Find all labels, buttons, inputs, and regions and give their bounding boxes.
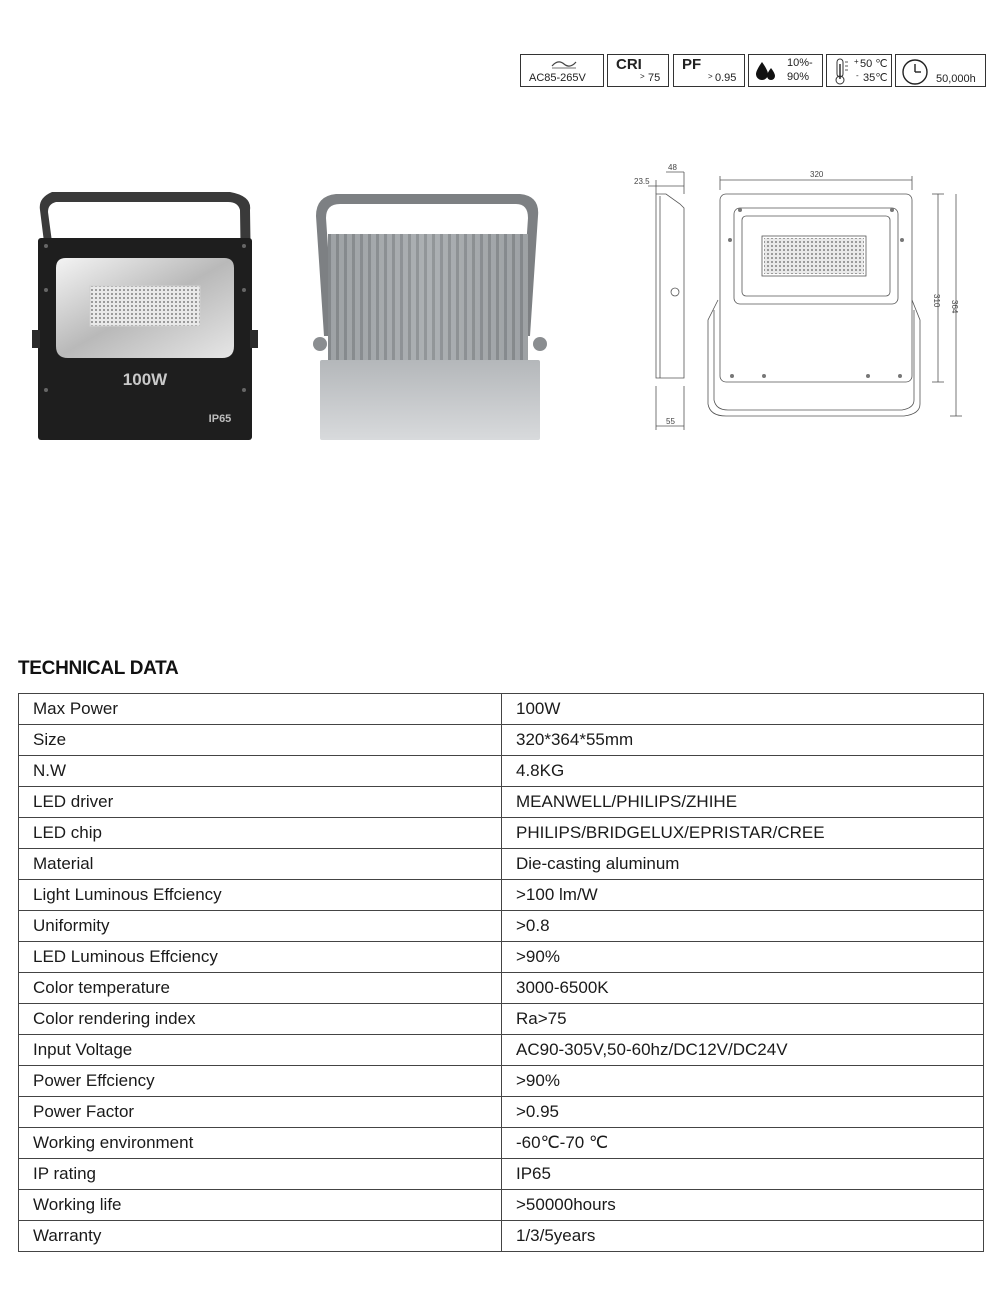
spec-label: Max Power bbox=[19, 694, 502, 725]
spec-value: 320*364*55mm bbox=[502, 725, 984, 756]
drawing-led-grid bbox=[764, 238, 864, 274]
table-row bbox=[19, 880, 984, 911]
spec-label: Input Voltage bbox=[19, 1035, 502, 1066]
spec-value: 1/3/5years bbox=[502, 1221, 984, 1252]
spec-label: Warranty bbox=[19, 1221, 502, 1252]
pf-title: PF bbox=[682, 56, 702, 73]
table-row bbox=[19, 973, 984, 1004]
spec-label: Size bbox=[19, 725, 502, 756]
spec-value: Ra>75 bbox=[502, 1004, 984, 1035]
spec-label: LED Luminous Effciency bbox=[19, 942, 502, 973]
lifetime-value: 50,000h bbox=[936, 73, 976, 85]
spec-label: Power Factor bbox=[19, 1097, 502, 1128]
cri-title: CRI bbox=[616, 56, 642, 73]
table-row bbox=[19, 1159, 984, 1190]
voltage-spec bbox=[520, 54, 604, 87]
dim-width: 320 bbox=[810, 170, 824, 179]
humidity-min: 10%- bbox=[787, 57, 813, 69]
spec-label: LED driver bbox=[19, 787, 502, 818]
ac-wave-icon bbox=[551, 58, 577, 70]
table-row bbox=[19, 725, 984, 756]
spec-value: >50000hours bbox=[502, 1190, 984, 1221]
dim-bottom: 55 bbox=[666, 417, 675, 426]
lifetime-spec bbox=[895, 54, 986, 87]
spec-label: Light Luminous Effciency bbox=[19, 880, 502, 911]
floodlight-rear-image bbox=[312, 186, 547, 444]
thermometer-icon bbox=[832, 58, 852, 85]
table-row bbox=[19, 1066, 984, 1097]
spec-value: PHILIPS/BRIDGELUX/EPRISTAR/CREE bbox=[502, 818, 984, 849]
spec-value: 3000-6500K bbox=[502, 973, 984, 1004]
table-row bbox=[19, 1035, 984, 1066]
spec-value: Die-casting aluminum bbox=[502, 849, 984, 880]
spec-value: >90% bbox=[502, 942, 984, 973]
spec-value: -60℃-70 ℃ bbox=[502, 1128, 984, 1159]
front-wattage-label: 100W bbox=[122, 370, 168, 389]
dim-offset: 23.5 bbox=[634, 177, 650, 186]
table-row bbox=[19, 1221, 984, 1252]
table-row bbox=[19, 1004, 984, 1035]
spec-label: Uniformity bbox=[19, 911, 502, 942]
spec-value: MEANWELL/PHILIPS/ZHIHE bbox=[502, 787, 984, 818]
table-row bbox=[19, 942, 984, 973]
temperature-spec: + 50 ℃ - 35℃ bbox=[826, 54, 892, 87]
spec-value: 4.8KG bbox=[502, 756, 984, 787]
spec-label: Color temperature bbox=[19, 973, 502, 1004]
temp-max: 50 ℃ bbox=[860, 58, 888, 70]
dimension-drawing bbox=[630, 160, 970, 435]
pf-value: 0.95 bbox=[715, 72, 737, 84]
spec-value: >90% bbox=[502, 1066, 984, 1097]
table-row bbox=[19, 911, 984, 942]
water-drop-icon bbox=[755, 59, 777, 83]
technical-data-title: TECHNICAL DATA bbox=[18, 658, 179, 679]
table-row bbox=[19, 849, 984, 880]
voltage-value: AC85-265V bbox=[529, 72, 586, 84]
spec-value: 100W bbox=[502, 694, 984, 725]
table-row bbox=[19, 1097, 984, 1128]
table-row bbox=[19, 756, 984, 787]
spec-label: LED chip bbox=[19, 818, 502, 849]
table-row bbox=[19, 787, 984, 818]
spec-value: >100 lm/W bbox=[502, 880, 984, 911]
floodlight-front-image bbox=[30, 180, 260, 445]
spec-label: N.W bbox=[19, 756, 502, 787]
spec-label: Power Effciency bbox=[19, 1066, 502, 1097]
table-row bbox=[19, 1128, 984, 1159]
dim-body-height: 310 bbox=[932, 294, 941, 308]
spec-label: IP rating bbox=[19, 1159, 502, 1190]
table-row bbox=[19, 694, 984, 725]
technical-data-table bbox=[18, 693, 984, 1252]
cri-spec: CRI > 75 bbox=[607, 54, 669, 87]
humidity-spec bbox=[748, 54, 823, 87]
spec-label: Working life bbox=[19, 1190, 502, 1221]
spec-value: IP65 bbox=[502, 1159, 984, 1190]
table-row bbox=[19, 1190, 984, 1221]
cri-value: 75 bbox=[648, 72, 661, 84]
humidity-max: 90% bbox=[787, 71, 810, 83]
spec-label: Material bbox=[19, 849, 502, 880]
spec-label: Working environment bbox=[19, 1128, 502, 1159]
spec-value: >0.8 bbox=[502, 911, 984, 942]
pf-spec: PF > 0.95 bbox=[673, 54, 745, 87]
spec-value: AC90-305V,50-60hz/DC12V/DC24V bbox=[502, 1035, 984, 1066]
dim-depth: 48 bbox=[668, 163, 677, 172]
dim-total-height: 364 bbox=[950, 300, 959, 314]
front-ip-label: IP65 bbox=[208, 413, 232, 425]
spec-label: Color rendering index bbox=[19, 1004, 502, 1035]
table-row bbox=[19, 818, 984, 849]
temp-min: 35℃ bbox=[863, 72, 888, 84]
clock-icon bbox=[901, 58, 929, 86]
spec-value: >0.95 bbox=[502, 1097, 984, 1128]
